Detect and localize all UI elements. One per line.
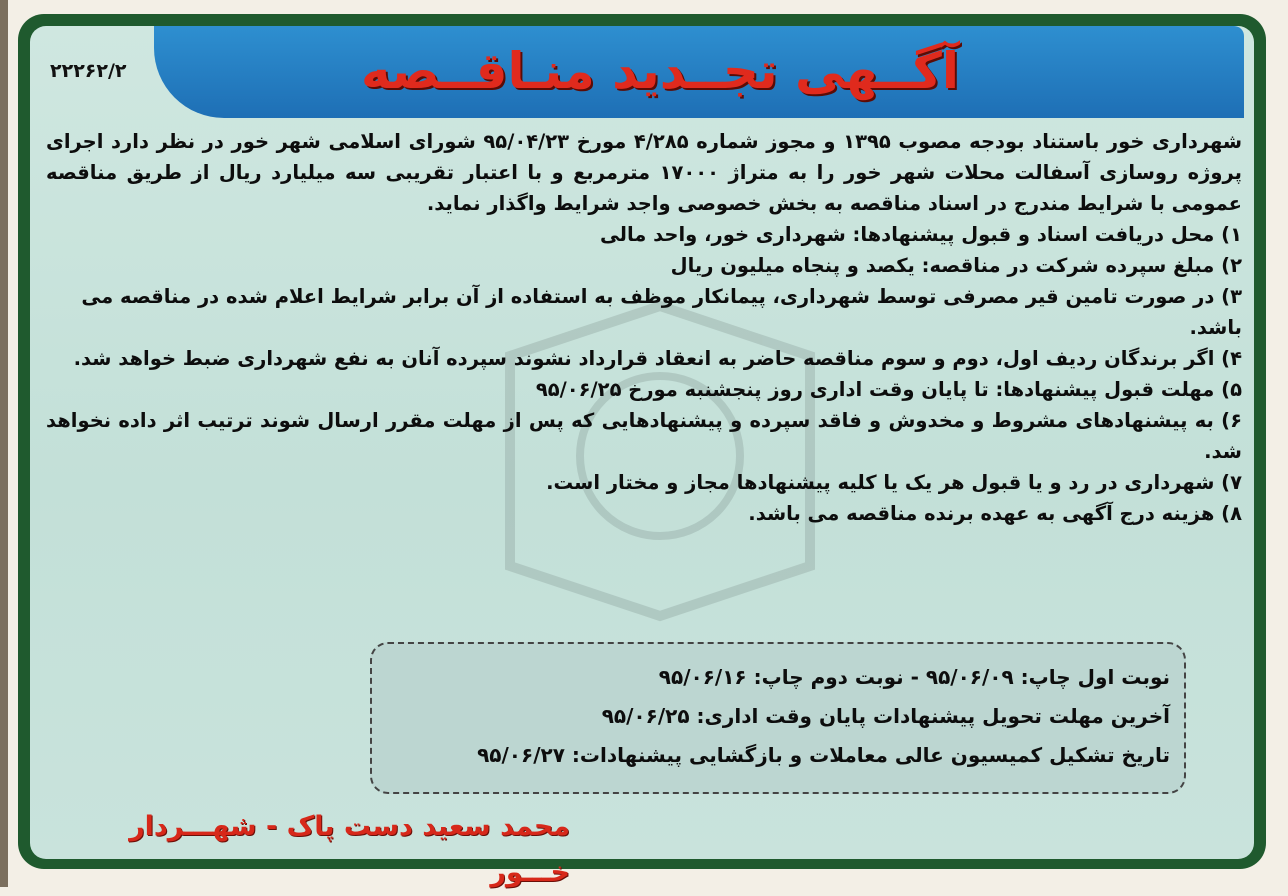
schedule-box bbox=[370, 642, 1186, 794]
list-item: ۴) اگر برندگان ردیف اول، دوم و سوم مناقصه حاضر به انعقاد قرارداد نشوند سپرده آنان به نفع شهرداری ضبط خواهد شد. bbox=[73, 347, 1242, 370]
list-item: ۳) در صورت تامین قیر مصرفی توسط شهرداری، پیمانکار موظف به استفاده از آن برابر شرایط اعلام شده در مناقصه می باشد. bbox=[81, 285, 1242, 339]
print-dates: نوبت اول چاپ: ۹۵/۰۶/۰۹ - نوبت دوم چاپ: ۹۵/۰۶/۱۶ bbox=[658, 665, 1170, 689]
schedule-lines bbox=[382, 658, 1170, 775]
list-item: ۶) به پیشنهادهای مشروط و مخدوش و فاقد سپرده و پیشنهادهایی که پس از مهلت مقرر ارسال شوند ترتیب اثر داده نخواهد شد. bbox=[46, 409, 1242, 463]
list-item: ۷) شهرداری در رد و یا قبول هر یک یا کلیه پیشنهادها مجاز و مختار است. bbox=[546, 471, 1242, 494]
page-edge bbox=[0, 0, 8, 887]
ad-panel bbox=[30, 26, 1254, 888]
list-item: ۲) مبلغ سپرده شرکت در مناقصه: یکصد و پنجاه میلیون ریال bbox=[670, 254, 1242, 277]
ad-body bbox=[46, 126, 1242, 636]
list-item: ۱) محل دریافت اسناد و قبول پیشنهادها: شهرداری خور، واحد مالی bbox=[599, 223, 1242, 246]
list-item: ۵) مهلت قبول پیشنهادها: تا پایان وقت اداری روز پنجشنبه مورخ ۹۵/۰۶/۲۵ bbox=[535, 378, 1242, 401]
ad-title: آگــهی تجــدید منـاقــصه bbox=[360, 42, 960, 100]
intro-paragraph: شهرداری خور باستناد بودجه مصوب ۱۳۹۵ و مجوز شماره ۴/۲۸۵ مورخ ۹۵/۰۴/۲۳ شورای اسلامی شهر خور در نظر دارد اجرای پروژه روسازی آسفالت محلات شهر خور را به متراژ ۱۷۰۰۰ مترمربع و با اعتبار تقریبی سه میلیارد ریال از طریق مناقصه عمومی با شرایط مندرج در اسناد مناقصه به بخش خصوصی واجد شرایط واگذار نماید. bbox=[46, 130, 1243, 215]
mayor-signature: محمد سعید دست پاک - شهـــردار خـــور bbox=[129, 811, 570, 888]
submission-deadline: آخرین مهلت تحویل پیشنهادات پایان وقت اداری: ۹۵/۰۶/۲۵ bbox=[601, 704, 1170, 728]
list-item: ۸) هزینه درج آگهی به عهده برنده مناقصه می باشد. bbox=[748, 502, 1242, 525]
commission-date: تاریخ تشکیل کمیسیون عالی معاملات و بازگشایی پیشنهادات: ۹۵/۰۶/۲۷ bbox=[477, 743, 1170, 767]
ad-number: ۲۲۲۶۲/۲ bbox=[50, 60, 127, 82]
